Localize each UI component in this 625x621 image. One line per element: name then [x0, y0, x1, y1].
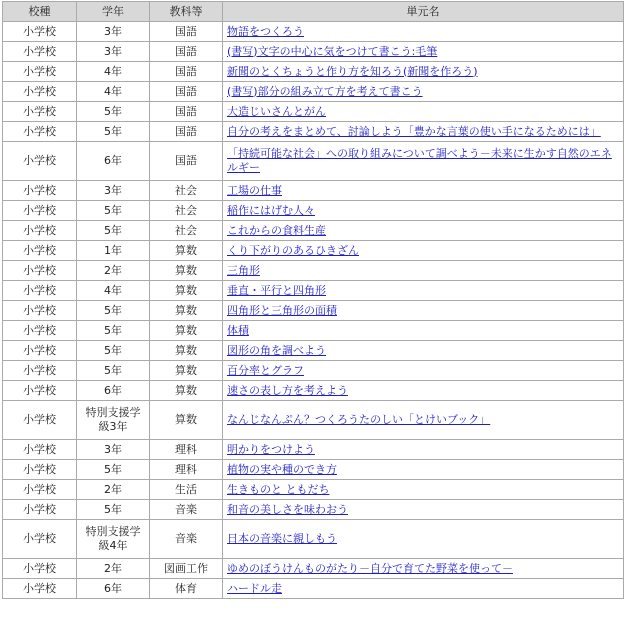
table-row: [3, 559, 624, 579]
unit-link[interactable]: (書写)文字の中心に気をつけて書こう:毛筆: [227, 44, 438, 58]
cell-grade: 6年: [77, 579, 150, 599]
cell-subject: 算数: [150, 321, 223, 341]
cell-subject: 算数: [150, 401, 223, 440]
cell-grade: 2年: [77, 261, 150, 281]
cell-grade: 6年: [77, 381, 150, 401]
cell-unit: [223, 440, 624, 460]
cell-subject: 社会: [150, 201, 223, 221]
cell-grade: 5年: [77, 301, 150, 321]
table-row: [3, 381, 624, 401]
table-row: [3, 181, 624, 201]
unit-link[interactable]: 植物の実や種のでき方: [227, 462, 337, 476]
unit-link[interactable]: 新聞のとくちょうと作り方を知ろう(新聞を作ろう): [227, 64, 478, 78]
table-row: [3, 241, 624, 261]
unit-link[interactable]: 自分の考えをまとめて、討論しよう「豊かな言葉の使い手になるためには」: [227, 124, 601, 138]
cell-grade: 3年: [77, 42, 150, 62]
unit-link[interactable]: 生きものと ともだち: [227, 482, 330, 496]
cell-unit: [223, 22, 624, 42]
cell-subject: 図画工作: [150, 559, 223, 579]
cell-school: 小学校: [3, 301, 77, 321]
cell-grade: 特別支援学級3年: [77, 401, 150, 440]
cell-subject: 算数: [150, 261, 223, 281]
table-row: [3, 122, 624, 142]
cell-grade: 5年: [77, 341, 150, 361]
cell-unit: [223, 480, 624, 500]
header-unit: 単元名: [223, 2, 624, 22]
cell-grade: 2年: [77, 559, 150, 579]
cell-school: 小学校: [3, 341, 77, 361]
cell-school: 小学校: [3, 241, 77, 261]
table-row: [3, 82, 624, 102]
unit-link[interactable]: 四角形と三角形の面積: [227, 303, 337, 317]
cell-subject: 社会: [150, 181, 223, 201]
unit-link[interactable]: 三角形: [227, 263, 260, 277]
cell-grade: 2年: [77, 480, 150, 500]
table-row: [3, 401, 624, 440]
cell-school: 小学校: [3, 440, 77, 460]
header-row: [3, 2, 624, 22]
unit-link[interactable]: 工場の仕事: [227, 183, 282, 197]
cell-subject: 国語: [150, 42, 223, 62]
cell-subject: 算数: [150, 341, 223, 361]
cell-unit: [223, 201, 624, 221]
cell-subject: 国語: [150, 102, 223, 122]
cell-unit: [223, 301, 624, 321]
unit-link[interactable]: (書写)部分の組み立て方を考えて書こう: [227, 84, 423, 98]
cell-school: 小学校: [3, 102, 77, 122]
cell-unit: [223, 122, 624, 142]
cell-school: 小学校: [3, 201, 77, 221]
cell-school: 小学校: [3, 401, 77, 440]
cell-grade: 5年: [77, 361, 150, 381]
cell-school: 小学校: [3, 42, 77, 62]
cell-grade: 4年: [77, 82, 150, 102]
cell-school: 小学校: [3, 221, 77, 241]
table-row: [3, 142, 624, 181]
cell-school: 小学校: [3, 281, 77, 301]
table-row: [3, 460, 624, 480]
unit-link[interactable]: 図形の角を調べよう: [227, 343, 326, 357]
cell-unit: [223, 500, 624, 520]
cell-grade: 4年: [77, 62, 150, 82]
cell-grade: 特別支援学級4年: [77, 520, 150, 559]
header-grade: 学年: [77, 2, 150, 22]
cell-school: 小学校: [3, 520, 77, 559]
cell-school: 小学校: [3, 460, 77, 480]
cell-grade: 5年: [77, 500, 150, 520]
cell-school: 小学校: [3, 62, 77, 82]
table-row: [3, 22, 624, 42]
unit-link[interactable]: これからの食料生産: [227, 223, 326, 237]
cell-school: 小学校: [3, 181, 77, 201]
cell-grade: 5年: [77, 102, 150, 122]
cell-unit: [223, 520, 624, 559]
cell-unit: [223, 82, 624, 102]
unit-link[interactable]: ゆめのぼうけんものがたり－自分で育てた野菜を使って－: [227, 561, 513, 575]
table-row: [3, 301, 624, 321]
cell-subject: 算数: [150, 281, 223, 301]
cell-school: 小学校: [3, 82, 77, 102]
cell-unit: [223, 401, 624, 440]
unit-link[interactable]: 速さの表し方を考えよう: [227, 383, 348, 397]
cell-grade: 5年: [77, 321, 150, 341]
table-body: [3, 22, 624, 599]
unit-link[interactable]: 稲作にはげむ人々: [227, 203, 315, 217]
cell-unit: [223, 42, 624, 62]
table-row: [3, 520, 624, 559]
cell-subject: 国語: [150, 62, 223, 82]
cell-school: 小学校: [3, 22, 77, 42]
cell-subject: 体育: [150, 579, 223, 599]
cell-unit: [223, 62, 624, 82]
cell-subject: 国語: [150, 142, 223, 181]
cell-unit: [223, 460, 624, 480]
units-table: [2, 1, 624, 599]
header-school: 校種: [3, 2, 77, 22]
unit-link[interactable]: 「持続可能な社会」への取り組みについて調べよう－未来に生かす自然のエネルギー: [227, 147, 612, 174]
cell-grade: 3年: [77, 440, 150, 460]
cell-subject: 算数: [150, 361, 223, 381]
cell-subject: 国語: [150, 82, 223, 102]
table-row: [3, 500, 624, 520]
cell-unit: [223, 102, 624, 122]
unit-link[interactable]: 垂直・平行と四角形: [227, 283, 326, 297]
table-row: [3, 281, 624, 301]
table-row: [3, 102, 624, 122]
cell-grade: 4年: [77, 281, 150, 301]
cell-subject: 生活: [150, 480, 223, 500]
cell-grade: 6年: [77, 142, 150, 181]
unit-link[interactable]: くり下がりのあるひきざん: [227, 243, 359, 257]
cell-grade: 3年: [77, 22, 150, 42]
cell-grade: 5年: [77, 122, 150, 142]
cell-unit: [223, 361, 624, 381]
cell-subject: 国語: [150, 22, 223, 42]
unit-link[interactable]: 和音の美しさを味わおう: [227, 502, 348, 516]
cell-school: 小学校: [3, 261, 77, 281]
unit-link[interactable]: なんじなんぷん？つくろうたのしい「とけいブック」: [227, 413, 491, 426]
cell-unit: [223, 559, 624, 579]
unit-link[interactable]: 日本の音楽に親しもう: [227, 532, 337, 545]
table-row: [3, 261, 624, 281]
cell-school: 小学校: [3, 321, 77, 341]
table-row: [3, 579, 624, 599]
cell-grade: 5年: [77, 460, 150, 480]
table-row: [3, 480, 624, 500]
table-row: [3, 62, 624, 82]
cell-school: 小学校: [3, 381, 77, 401]
cell-subject: 社会: [150, 221, 223, 241]
cell-subject: 算数: [150, 241, 223, 261]
cell-subject: 音楽: [150, 500, 223, 520]
cell-school: 小学校: [3, 559, 77, 579]
table-row: [3, 201, 624, 221]
cell-unit: [223, 221, 624, 241]
table-row: [3, 321, 624, 341]
table-row: [3, 440, 624, 460]
cell-unit: [223, 281, 624, 301]
cell-unit: [223, 261, 624, 281]
cell-unit: [223, 241, 624, 261]
table-row: [3, 221, 624, 241]
cell-grade: 5年: [77, 201, 150, 221]
cell-school: 小学校: [3, 579, 77, 599]
cell-school: 小学校: [3, 500, 77, 520]
unit-link[interactable]: 大造じいさんとがん: [227, 104, 326, 118]
unit-link[interactable]: 体積: [227, 323, 249, 337]
table-row: [3, 361, 624, 381]
cell-school: 小学校: [3, 122, 77, 142]
cell-subject: 理科: [150, 440, 223, 460]
cell-grade: 1年: [77, 241, 150, 261]
cell-unit: [223, 341, 624, 361]
cell-grade: 5年: [77, 221, 150, 241]
cell-subject: 国語: [150, 122, 223, 142]
unit-link[interactable]: 百分率とグラフ: [227, 363, 304, 377]
unit-link[interactable]: 物語をつくろう: [227, 24, 304, 38]
cell-unit: [223, 142, 624, 181]
cell-school: 小学校: [3, 142, 77, 181]
cell-subject: 算数: [150, 381, 223, 401]
unit-link[interactable]: ハードル走: [227, 581, 282, 595]
table-row: [3, 42, 624, 62]
cell-school: 小学校: [3, 361, 77, 381]
cell-subject: 算数: [150, 301, 223, 321]
cell-subject: 音楽: [150, 520, 223, 559]
cell-subject: 理科: [150, 460, 223, 480]
unit-link[interactable]: 明かりをつけよう: [227, 442, 315, 456]
cell-unit: [223, 181, 624, 201]
cell-unit: [223, 579, 624, 599]
header-subject: 教科等: [150, 2, 223, 22]
cell-unit: [223, 321, 624, 341]
cell-unit: [223, 381, 624, 401]
table-row: [3, 341, 624, 361]
cell-grade: 3年: [77, 181, 150, 201]
cell-school: 小学校: [3, 480, 77, 500]
